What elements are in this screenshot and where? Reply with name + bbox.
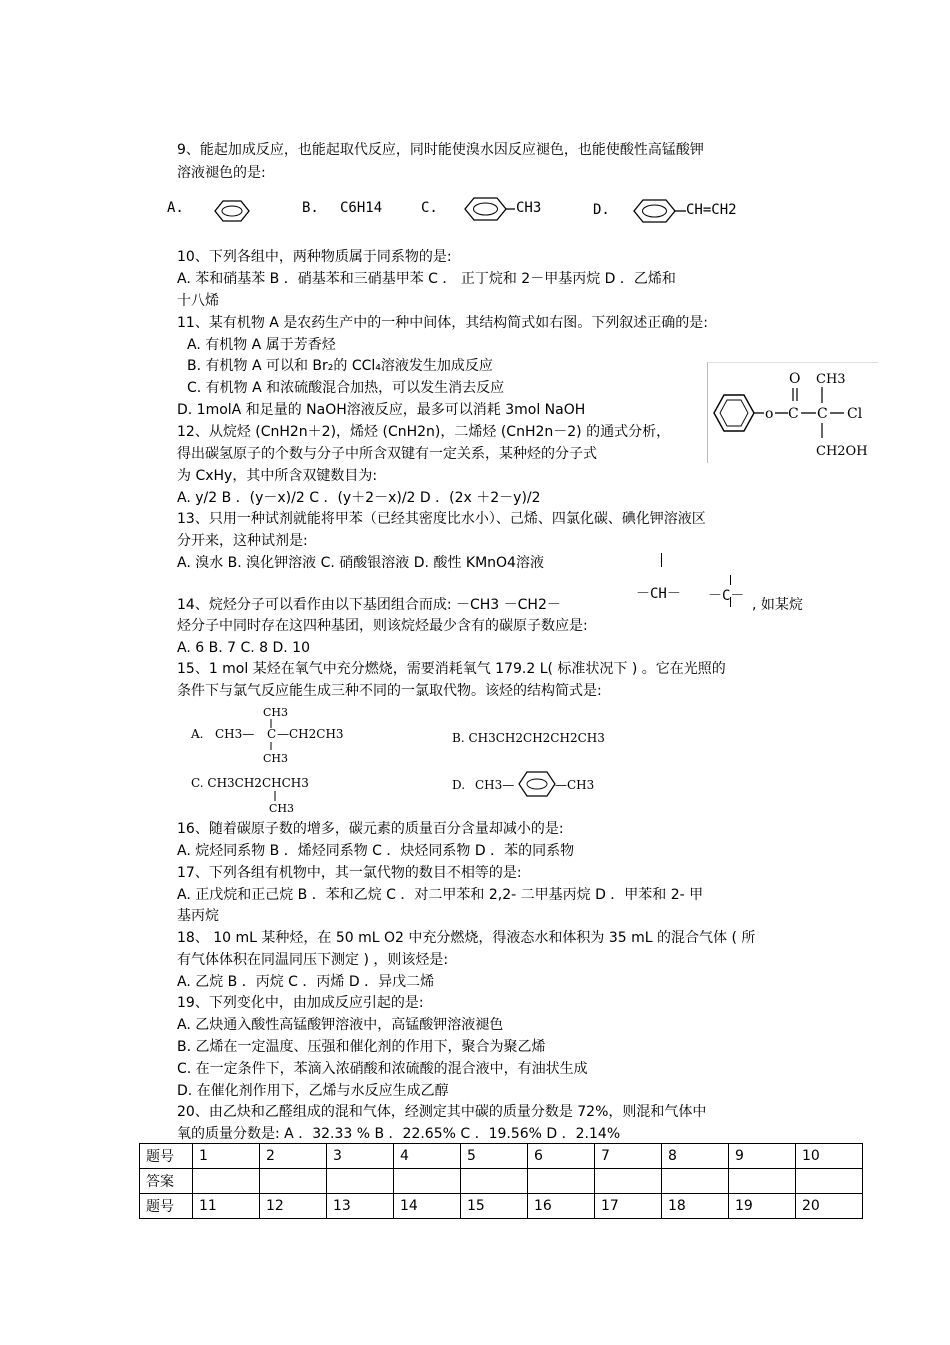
table-cell: 11: [193, 1194, 260, 1219]
q15-stem-line1: 15、1 mol 某烃在氧气中充分燃烧，需要消耗氧气 179.2 L( 标准状况下 ) 。它在光照的: [177, 661, 726, 677]
q9-option-a-label: A.: [167, 200, 184, 216]
q19-stem: 19、下列变化中，由加成反应引起的是:: [177, 995, 424, 1011]
q10-options-cont: 十八烯: [177, 293, 219, 309]
table-cell: 13: [327, 1194, 394, 1219]
q11-option-c: C. 有机物 A 和浓硫酸混合加热，可以发生消去反应: [187, 380, 505, 396]
q9-option-d-substituent: CH=CH2: [686, 202, 737, 218]
q9-option-b-label: B.: [302, 200, 319, 216]
q11-chlorine: Cl: [847, 406, 863, 422]
q17-options-cont: 基丙烷: [177, 908, 219, 924]
q11-structure-figure: [707, 362, 878, 463]
q9-option-d-label: D.: [593, 202, 610, 218]
q10-options: A. 苯和硝基苯 B ．硝基苯和三硝基甲苯 C ． 正丁烷和 2－甲基丙烷 D ．乙烯和: [177, 271, 676, 287]
q15-option-d-left: CH3—: [475, 778, 515, 792]
table-cell: 19: [729, 1194, 796, 1219]
table-cell: 20: [796, 1194, 863, 1219]
q12-stem-line3: 为 CxHy，其中所含双键数目为:: [177, 468, 378, 484]
q11-option-d: D. 1molA 和足量的 NaOH溶液反应，最多可以消耗 3mol NaOH: [177, 402, 586, 418]
table-cell: 9: [729, 1144, 796, 1169]
q15-option-a-left: CH3—: [215, 727, 255, 741]
q12-stem-line1: 12、从烷烃 (CnH2n＋2)，烯烃 (CnH2n)，二烯烃 (CnH2n－2) 的通式分析，: [177, 424, 671, 440]
q17-stem: 17、下列各组有机物中，其一氯代物的数目不相等的是:: [177, 865, 522, 881]
q15-option-c-branch: CH3: [269, 802, 295, 815]
q13-stem-line2: 分开来，这种试剂是:: [177, 533, 308, 549]
q19-option-c: C. 在一定条件下，苯滴入浓硝酸和浓硫酸的混合液中，有油状生成: [177, 1061, 588, 1077]
table-cell: 6: [528, 1144, 595, 1169]
q14-stem-line1-end: , 如某烷: [752, 597, 803, 613]
table-cell: 8: [662, 1144, 729, 1169]
q15-option-d-right: —CH3: [555, 778, 595, 792]
benzene-ring-icon: [209, 198, 255, 224]
q20-stem-line1: 20、由乙炔和乙醛组成的混和气体，经测定其中碳的质量分数是 72%，则混和气体中: [177, 1104, 707, 1120]
q11-structure-drawing: [708, 363, 878, 463]
answer-cell[interactable]: [394, 1169, 461, 1194]
q20-stem-line2: 氧的质量分数是: A ．32.33 % B ．22.65% C ．19.56% D ．2.14%: [177, 1126, 621, 1142]
table-header-number: 题号: [140, 1144, 193, 1169]
table-cell: 15: [461, 1194, 528, 1219]
q9-option-c-substituent: CH3: [516, 200, 542, 216]
q14-options: A. 6 B. 7 C. 8 D. 10: [177, 640, 310, 656]
q9-stem-line2: 溶液褪色的是:: [177, 165, 266, 181]
table-cell: 10: [796, 1144, 863, 1169]
table-cell: 16: [528, 1194, 595, 1219]
q15-options-figure: [177, 705, 617, 817]
table-cell: 1: [193, 1144, 260, 1169]
q11-carbonyl-oxygen: O: [789, 371, 801, 387]
q15-structures: [177, 705, 617, 817]
q16-stem: 16、随着碳原子数的增多，碳元素的质量百分含量却减小的是:: [177, 821, 564, 837]
answer-cell[interactable]: [461, 1169, 528, 1194]
q19-option-a: A. 乙炔通入酸性高锰酸钾溶液中，高锰酸钾溶液褪色: [177, 1017, 504, 1033]
table-cell: 12: [260, 1194, 327, 1219]
q15-option-a-center: C: [267, 727, 277, 741]
table-header-answer: 答案: [140, 1169, 193, 1194]
q14-bond-line-top: [730, 575, 735, 585]
table-row: [140, 1144, 863, 1169]
answer-cell[interactable]: [528, 1169, 595, 1194]
answer-cell[interactable]: [662, 1169, 729, 1194]
styrene-ring-icon: [630, 196, 686, 226]
q9-stem-line1: 9、能起加成反应，也能起取代反应，同时能使溴水因反应褪色，也能使酸性高锰酸钾: [177, 142, 704, 158]
q11-option-a: A. 有机物 A 属于芳香烃: [187, 337, 336, 353]
q15-option-d-label: D.: [452, 778, 466, 792]
q11-methyl-group: CH3: [816, 372, 846, 387]
q14-bond-line: [661, 553, 666, 567]
q15-option-a-label: A.: [191, 727, 204, 741]
q9-option-b-formula: C6H14: [340, 200, 383, 216]
q11-ester-oxygen: o: [765, 406, 774, 422]
table-cell: 4: [394, 1144, 461, 1169]
q14-stem-line2: 烃分子中同时存在这四种基团，则该烷烃最少含有的碳原子数应是:: [177, 618, 588, 634]
q12-stem-line2: 得出碳氢原子的个数与分子中所含双键有一定关系，某种烃的分子式: [177, 446, 597, 462]
q10-stem: 10、下列各组中，两种物质属于同系物的是:: [177, 249, 452, 265]
answer-cell[interactable]: [796, 1169, 863, 1194]
toluene-ring-icon: [461, 194, 515, 224]
answer-cell[interactable]: [193, 1169, 260, 1194]
q12-options: A. y/2 B ．(y－x)/2 C ．(y＋2－x)/2 D ．(2x ＋2－y)/2: [177, 490, 541, 506]
q9-option-c-label: C.: [421, 200, 438, 216]
q16-options: A. 烷烃同系物 B ．烯烃同系物 C ．炔烃同系物 D ．苯的同系物: [177, 843, 575, 859]
q13-options: A. 溴水 B. 溴化钾溶液 C. 硝酸银溶液 D. 酸性 KMnO4溶液: [177, 555, 544, 571]
q9-options: [165, 198, 765, 226]
q15-option-a-bottom: CH3: [263, 752, 289, 765]
q14-group-ch: －CH－: [636, 586, 681, 602]
q19-option-b: B. 乙烯在一定温度、压强和催化剂的作用下，聚合为聚乙烯: [177, 1039, 546, 1055]
q15-option-a-right: —CH2CH3: [277, 727, 344, 741]
q11-option-b: B. 有机物 A 可以和 Br₂的 CCl₄溶液发生加成反应: [187, 358, 493, 374]
answer-cell[interactable]: [327, 1169, 394, 1194]
table-row: [140, 1169, 863, 1194]
q17-options: A. 正戊烷和正己烷 B ．苯和乙烷 C ．对二甲苯和 2,2- 二甲基丙烷 D ．甲苯和 2- 甲: [177, 887, 704, 903]
q19-option-d: D. 在催化剂作用下，乙烯与水反应生成乙醇: [177, 1083, 449, 1099]
table-cell: 14: [394, 1194, 461, 1219]
answer-cell[interactable]: [729, 1169, 796, 1194]
q18-stem-line2: 有气体体积在同温同压下测定 ) ，则该烃是:: [177, 952, 449, 968]
q18-stem-line1: 18、 10 mL 某种烃，在 50 mL O2 中充分燃烧，得液态水和体积为 35 mL 的混合气体 ( 所: [177, 930, 756, 946]
q15-option-b: B. CH3CH2CH2CH2CH3: [452, 731, 605, 745]
q14-stem-line1: 14、烷烃分子可以看作由以下基团组合而成: －CH3 －CH2－: [177, 597, 561, 613]
answer-cell[interactable]: [595, 1169, 662, 1194]
table-cell: 7: [595, 1144, 662, 1169]
q11-stem: 11、某有机物 A 是农药生产中的一种中间体，其结构简式如右图。下列叙述正确的是:: [177, 315, 709, 331]
q15-option-a-top: CH3: [263, 706, 289, 719]
table-cell: 17: [595, 1194, 662, 1219]
q11-carbonyl-carbon: C: [788, 406, 799, 422]
q11-quaternary-carbon: C: [817, 406, 828, 422]
table-cell: 3: [327, 1144, 394, 1169]
q13-stem-line1: 13、只用一种试剂就能将甲苯（已经其密度比水小）、己烯、四氯化碳、碘化钾溶液区: [177, 511, 706, 527]
answer-table: [139, 1143, 863, 1219]
table-row: [140, 1194, 863, 1219]
table-cell: 2: [260, 1144, 327, 1169]
q18-options: A. 乙烷 B ．丙烷 C ．丙烯 D ．异戊二烯: [177, 974, 435, 990]
q15-stem-line2: 条件下与氯气反应能生成三种不同的一氯取代物。该烃的结构简式是:: [177, 683, 602, 699]
q11-hydroxymethyl-group: CH2OH: [816, 444, 868, 459]
table-cell: 18: [662, 1194, 729, 1219]
table-header-number: 题号: [140, 1194, 193, 1219]
answer-cell[interactable]: [260, 1169, 327, 1194]
q14-group-c: －C－: [708, 588, 745, 604]
table-cell: 5: [461, 1144, 528, 1169]
q15-option-c: C. CH3CH2CHCH3: [191, 776, 309, 790]
